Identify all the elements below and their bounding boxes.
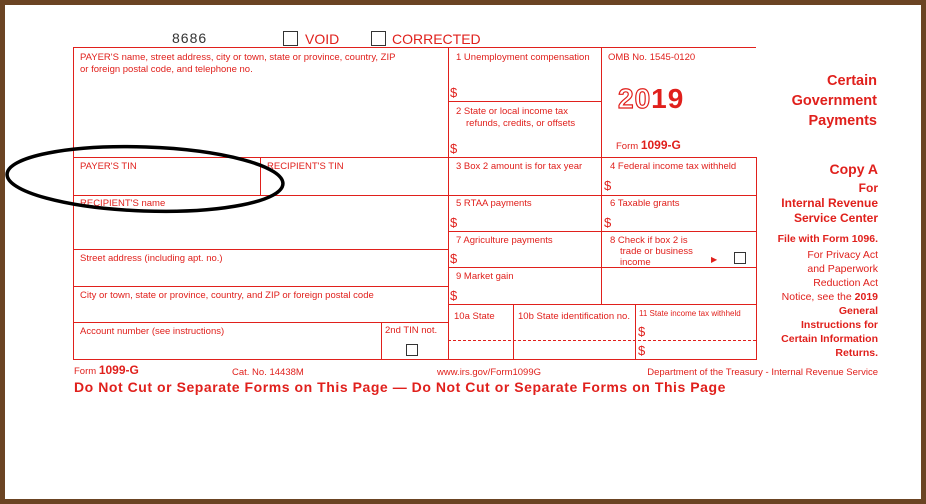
grid-line [73,249,448,250]
tax-year-prefix: 20 [618,83,652,114]
copy-service-center: Service Center [793,211,878,225]
city-label: City or town, state or province, country, and ZIP or foreign postal code [80,290,374,301]
box8-label-1: 8 Check if box 2 is [610,235,688,246]
copy-notice-2: and Paperwork [807,263,878,275]
payer-name-label-1: PAYER'S name, street address, city or town, state or province, country, ZIP [80,52,396,63]
copy-notice-4b: 2019 [854,291,878,303]
box2-label-1: 2 State or local income tax [456,106,568,117]
box10b-label: 10b State identification no. [518,311,630,322]
grid-line [73,47,74,360]
box9-dollar: $ [450,288,458,303]
box3-label: 3 Box 2 amount is for tax year [456,161,583,172]
grid-line [756,157,757,360]
footer-cat-no: Cat. No. 14438M [232,367,304,378]
title-line-3: Payments [808,113,877,129]
copy-notice-3: Reduction Act [813,277,878,289]
grid-line [635,304,636,360]
box1-label: 1 Unemployment compensation [456,52,590,63]
box2-label-2: refunds, credits, or offsets [466,118,576,129]
grid-line [73,195,756,196]
footer-form-name: 1099-G [98,363,139,377]
box10a-label: 10a State [454,311,495,322]
footer-form-id [74,365,139,377]
grid-line [448,101,601,102]
grid-line [73,322,448,323]
box9-label: 9 Market gain [456,271,514,282]
copy-notice-1: For Privacy Act [807,249,878,261]
grid-line [260,157,261,195]
grid-line [448,47,449,360]
box5-label: 5 RTAA payments [456,198,532,209]
tax-year [618,84,684,114]
copy-notice-4 [782,291,878,304]
box6-label: 6 Taxable grants [610,198,680,209]
form-name: 1099-G [640,138,681,152]
corrected-label: CORRECTED [392,31,481,47]
corrected-checkbox[interactable] [371,31,386,46]
box5-dollar: $ [450,215,458,230]
void-checkbox[interactable] [283,31,298,46]
second-tin-label: 2nd TIN not. [385,325,438,336]
grid-line [73,286,448,287]
grid-line [513,304,514,360]
grid-line [448,231,756,232]
box7-dollar: $ [450,251,458,266]
box8-arrow-icon: ▶ [711,255,718,264]
recipient-name-label: RECIPIENT'S name [80,198,166,209]
box4-label: 4 Federal income tax withheld [610,161,737,172]
payer-tin-label: PAYER'S TIN [80,161,137,172]
box11-dollar-2: $ [638,343,646,358]
box4-dollar: $ [604,178,612,193]
grid-line [601,47,602,304]
box7-label: 7 Agriculture payments [456,235,553,246]
state-row-divider [448,340,756,341]
account-number-label: Account number (see instructions) [80,326,225,337]
omb-number: OMB No. 1545-0120 [608,52,696,63]
copy-for: For [858,181,878,195]
footer-url: www.irs.gov/Form1099G [437,367,542,378]
grid-line [73,47,756,48]
footer-warning: Do Not Cut or Separate Forms on This Page — Do Not Cut or Separate Forms on This Page [74,379,726,395]
grid-line [448,304,756,305]
box11-label: 11 State income tax withheld [639,309,741,318]
form-code: 8686 [172,30,208,46]
copy-notice-7: Certain Information [781,333,878,345]
copy-notice-8: Returns. [835,347,878,359]
copy-notice-4a: Notice, see the [781,291,855,303]
copy-a-title: Copy A [829,161,878,177]
copy-file-with: File with Form 1096. [777,233,878,245]
void-label: VOID [305,31,340,47]
title-line-2: Government [791,93,877,109]
grid-line [73,157,756,158]
copy-notice-6: Instructions for [800,319,878,331]
second-tin-checkbox[interactable] [406,344,418,356]
box8-label-3: income [620,257,651,268]
form-word: Form [616,141,639,152]
tax-year-suffix: 19 [651,83,685,114]
copy-irs: Internal Revenue [781,196,878,210]
footer-form-word: Form [74,366,97,377]
box11-dollar-1: $ [638,324,646,339]
box8-label-2: trade or business [620,246,693,257]
footer-department: Department of the Treasury - Internal Revenue Service [647,367,878,378]
box6-dollar: $ [604,215,612,230]
grid-line [448,267,756,268]
recipient-tin-label: RECIPIENT'S TIN [267,161,344,172]
street-address-label: Street address (including apt. no.) [80,253,223,264]
box8-checkbox[interactable] [734,252,746,264]
title-line-1: Certain [827,73,877,89]
form-number-label [616,140,681,152]
box1-dollar: $ [450,85,458,100]
copy-notice-5: General [838,305,878,317]
box2-dollar: $ [450,141,458,156]
payer-name-label-2: or foreign postal code, and telephone no. [80,64,253,75]
grid-line [73,359,756,360]
grid-line [381,322,382,360]
